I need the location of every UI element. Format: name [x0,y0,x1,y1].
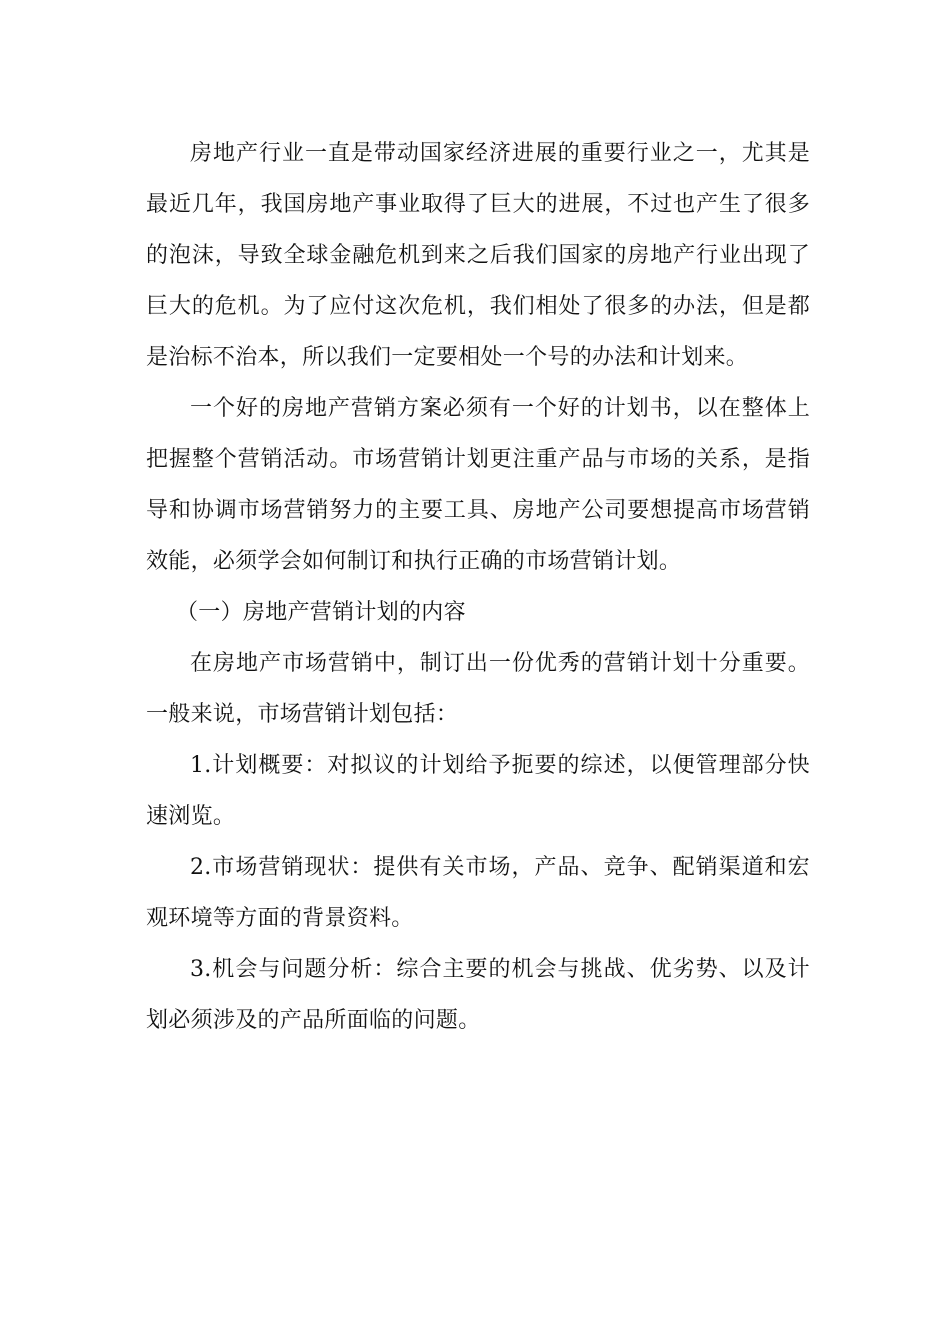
list-item-status: 2.市场营销现状：提供有关市场，产品、竞争、配销渠道和宏观环境等方面的背景资料。 [146,855,810,931]
section-heading: （一）房地产营销计划的内容 [176,600,466,625]
document-body [146,128,810,1046]
list-item-summary: 1.计划概要：对拟议的计划给予扼要的综述，以便管理部分快速浏览。 [146,753,810,829]
paragraph-intro: 房地产行业一直是带动国家经济进展的重要行业之一，尤其是最近几年，我国房地产事业取得了巨大的进展，不过也产生了很多的泡沫，导致全球金融危机到来之后我们国家的房地产行业出现了巨大的危机。为了应付这次危机，我们相处了很多的办法，但是都是治标不治本，所以我们一定要相处一个号的办法和计划来。 [146,141,810,370]
paragraph-plan-importance: 一个好的房地产营销方案必须有一个好的计划书，以在整体上把握整个营销活动。市场营销计划更注重产品与市场的关系，是指导和协调市场营销努力的主要工具、房地产公司要想提高市场营销效能，必须学会如何制订和执行正确的市场营销计划。 [146,396,810,574]
paragraph-plan-contents: 在房地产市场营销中，制订出一份优秀的营销计划十分重要。一般来说，市场营销计划包括： [146,651,810,727]
list-item-analysis: 3.机会与问题分析：综合主要的机会与挑战、优劣势、以及计划必须涉及的产品所面临的问题。 [146,957,810,1033]
